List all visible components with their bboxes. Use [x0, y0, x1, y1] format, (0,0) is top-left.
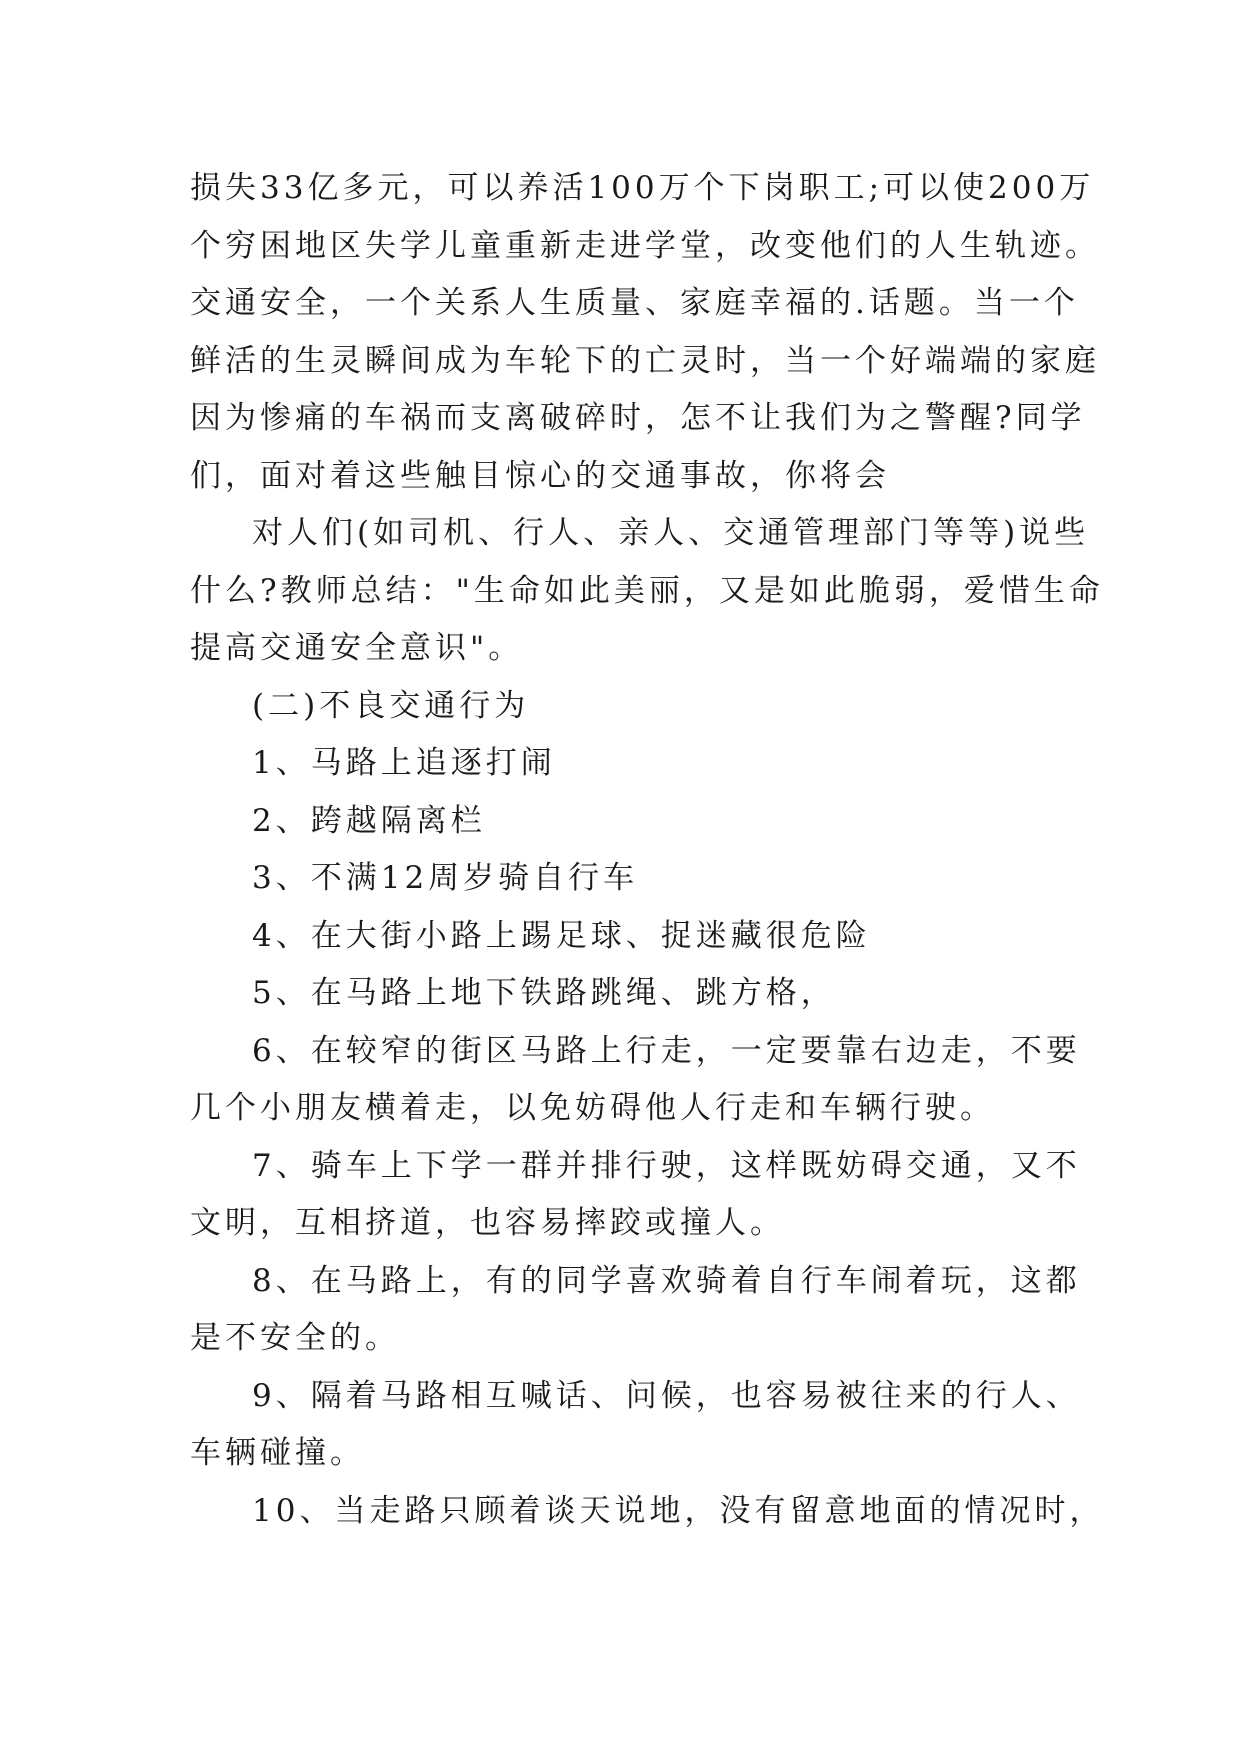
text-line-8: 什么?教师总结："生命如此美丽，又是如此脆弱，爱惜生命 [190, 572, 1104, 609]
list-item-7: 7、骑车上下学一群并排行驶，这样既妨碍交通，又不 [252, 1147, 1081, 1184]
list-item-2: 2、跨越隔离栏 [252, 802, 486, 839]
list-item-8-cont: 是不安全的。 [190, 1320, 400, 1356]
list-item-3: 3、不满12周岁骑自行车 [252, 860, 639, 896]
list-item-6: 6、在较窄的街区马路上行走，一定要靠右边走，不要 [252, 1032, 1081, 1069]
list-item-1: 1、马路上追逐打闹 [252, 745, 556, 781]
list-item-5: 5、在马路上地下铁路跳绳、跳方格， [252, 975, 836, 1011]
list-item-7-cont: 文明，互相挤道，也容易摔跤或撞人。 [190, 1205, 785, 1241]
section-heading: (二)不良交通行为 [252, 687, 530, 724]
text-line-1: 损失33亿多元，可以养活100万个下岗职工;可以使200万 [190, 170, 1095, 206]
list-item-4: 4、在大街小路上踢足球、捉迷藏很危险 [252, 917, 871, 954]
text-line-5: 因为惨痛的车祸而支离破碎时，怎不让我们为之警醒?同学 [190, 400, 1086, 436]
document-body [190, 160, 1105, 1540]
list-item-8: 8、在马路上，有的同学喜欢骑着自行车闹着玩，这都 [252, 1262, 1081, 1299]
text-line-2: 个穷困地区失学儿童重新走进学堂，改变他们的人生轨迹。 [190, 227, 1100, 264]
list-item-9-cont: 车辆碰撞。 [190, 1435, 365, 1471]
text-line-3: 交通安全，一个关系人生质量、家庭幸福的.话题。当一个 [190, 285, 1079, 321]
list-item-10: 10、当走路只顾着谈天说地，没有留意地面的情况时， [252, 1492, 1105, 1529]
list-item-9: 9、隔着马路相互喊话、问候，也容易被往来的行人、 [252, 1377, 1081, 1414]
list-item-6-cont: 几个小朋友横着走，以免妨碍他人行走和车辆行驶。 [190, 1090, 995, 1126]
text-line-9: 提高交通安全意识"。 [190, 630, 524, 666]
text-line-6: 们，面对着这些触目惊心的交通事故，你将会 [190, 457, 890, 494]
text-line-7: 对人们(如司机、行人、亲人、交通管理部门等等)说些 [252, 515, 1090, 551]
text-line-4: 鲜活的生灵瞬间成为车轮下的亡灵时，当一个好端端的家庭 [190, 342, 1100, 379]
